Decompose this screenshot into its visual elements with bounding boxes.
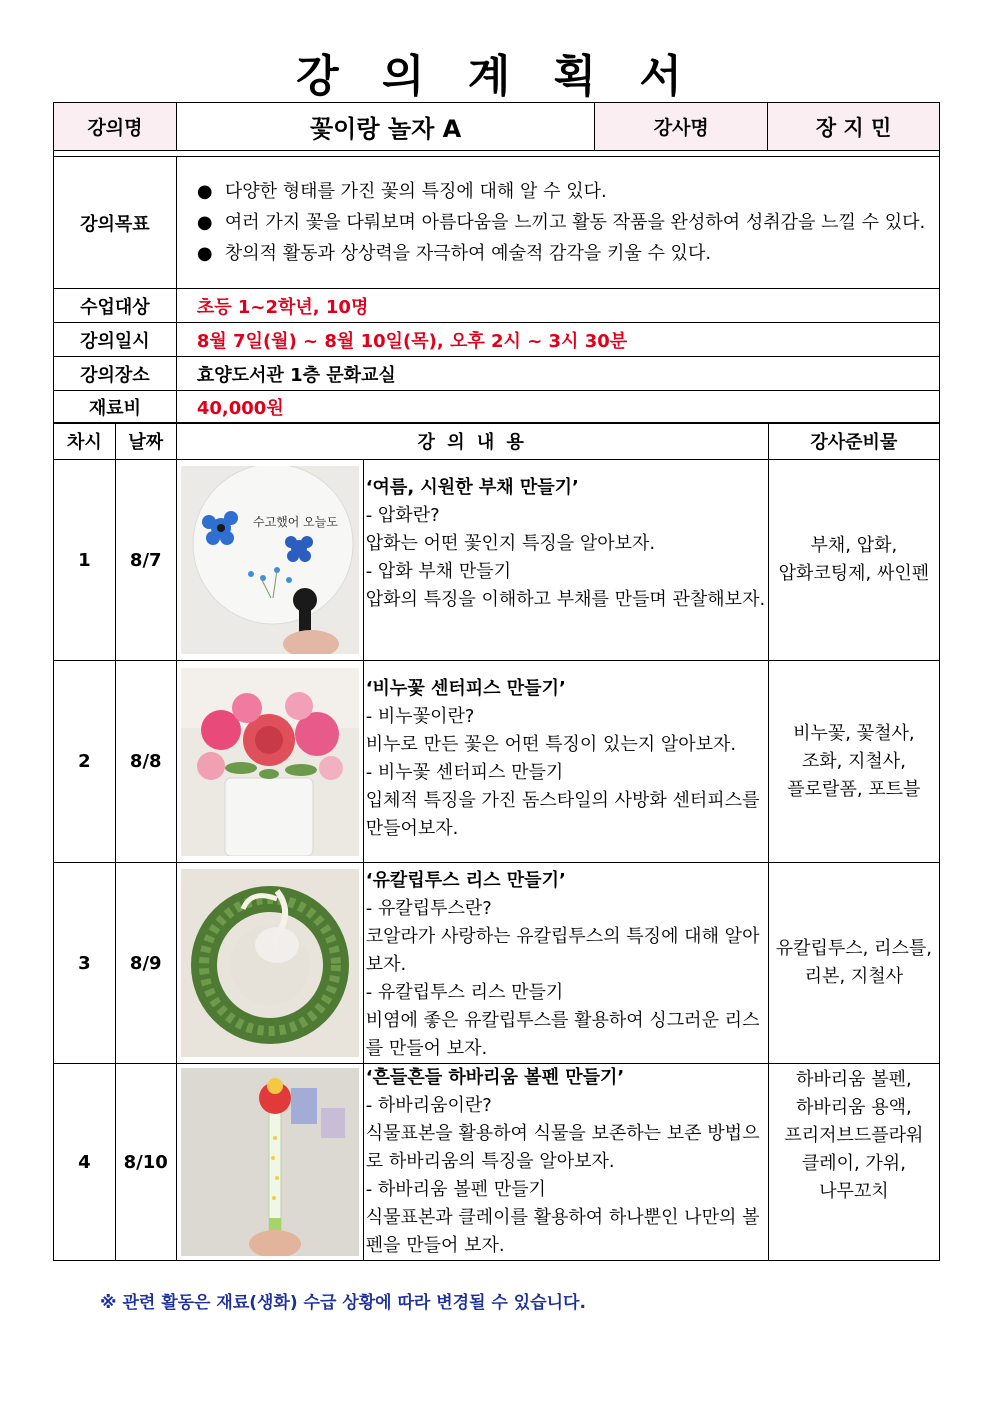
col-date: 날짜	[115, 423, 176, 460]
session-heading: ‘유칼립투스 리스 만들기’	[365, 870, 566, 891]
table-row	[54, 863, 940, 1064]
footnote: ※ 관련 활동은 재료(생화) 수급 상황에 따라 변경될 수 있습니다.	[100, 1293, 586, 1313]
session-content: ‘유칼립투스 리스 만들기’ - 유칼립투스란? 코알라가 사랑하는 유칼립투스의 특징에 대해 알아보자. - 유칼립투스 리스 만들기 비염에 좋은 유칼립투스를 활용하여 싱그러운 리스를 만들어 보자.	[363, 863, 768, 1064]
bullet-icon: ●	[196, 181, 213, 202]
session-prep: 비누꽃, 꽃철사, 조화, 지철사, 플로랄폼, 포트블	[768, 661, 939, 863]
soap-flower-centerpiece-image	[181, 668, 359, 856]
session-number: 4	[54, 1064, 116, 1261]
session-prep: 부채, 압화, 압화코팅제, 싸인펜	[768, 460, 939, 661]
page-title: 강 의 계 획 서	[296, 51, 696, 102]
course-name: 꽃이랑 놀자 A	[176, 103, 595, 151]
session-date: 8/10	[115, 1064, 176, 1261]
herbarium-pen-image	[181, 1068, 359, 1256]
target-value: 초등 1~2학년, 10명	[176, 289, 939, 323]
session-date: 8/8	[115, 661, 176, 863]
course-name-label: 강의명	[54, 103, 177, 151]
goals-label: 강의목표	[54, 157, 177, 289]
goal-item: ● 창의적 활동과 상상력을 자극하여 예술적 감각을 키울 수 있다.	[197, 238, 931, 269]
fee-value: 40,000원	[176, 391, 939, 424]
session-content: ‘여름, 시원한 부채 만들기’ - 압화란? 압화는 어떤 꽃인지 특징을 알아보자. - 압화 부채 만들기 압화의 특징을 이해하고 부채를 만들며 관찰해보자.	[363, 460, 768, 661]
session-heading: ‘여름, 시원한 부채 만들기’	[365, 477, 579, 498]
table-row	[54, 1064, 940, 1261]
session-content: ‘흔들흔들 하바리움 볼펜 만들기’ - 하바리움이란? 식물표본을 활용하여 식물을 보존하는 보존 방법으로 하바리움의 특징을 알아보자. - 하바리움 볼펜 만들기 식물표본과 클레이를 활용하여 하나뿐인 나만의 볼펜을 만들어 보자.	[363, 1064, 768, 1261]
session-date: 8/7	[115, 460, 176, 661]
instructor-name: 장 지 민	[768, 103, 940, 151]
session-heading: ‘비누꽃 센터피스 만들기’	[365, 678, 566, 699]
schedule-table	[53, 422, 940, 1261]
session-heading: ‘흔들흔들 하바리움 볼펜 만들기’	[365, 1067, 625, 1088]
instructor-label: 강사명	[595, 103, 768, 151]
session-content: ‘비누꽃 센터피스 만들기’ - 비누꽃이란? 비누로 만든 꽃은 어떤 특징이 있는지 알아보자. - 비누꽃 센터피스 만들기 입체적 특징을 가진 돔스타일의 사방화 센터피스를 만들어보자.	[363, 661, 768, 863]
pen-photo	[176, 1064, 363, 1261]
goal-item: ● 다양한 형태를 가진 꽃의 특징에 대해 알 수 있다.	[197, 176, 931, 207]
wreath-photo	[176, 863, 363, 1064]
target-label: 수업대상	[54, 289, 177, 323]
datetime-label: 강의일시	[54, 323, 177, 357]
place-label: 강의장소	[54, 357, 177, 391]
session-prep: 하바리움 볼펜, 하바리움 용액, 프리저브드플라워 클레이, 가위, 나무꼬치	[768, 1064, 939, 1261]
session-number: 3	[54, 863, 116, 1064]
fee-label: 재료비	[54, 391, 177, 424]
col-content: 강 의 내 용	[176, 423, 768, 460]
session-number: 1	[54, 460, 116, 661]
table-row	[54, 661, 940, 863]
place-value: 효양도서관 1층 문화교실	[176, 357, 939, 391]
datetime-value: 8월 7일(월) ~ 8월 10일(목), 오후 2시 ~ 3시 30분	[176, 323, 939, 357]
col-prep: 강사준비물	[768, 423, 939, 460]
goals-list	[176, 157, 939, 289]
goal-item: ● 여러 가지 꽃을 다뤄보며 아름다움을 느끼고 활동 작품을 완성하여 성취감을 느낄 수 있다.	[197, 207, 931, 238]
fan-text: 수고했어 오늘도	[252, 515, 338, 529]
session-date: 8/9	[115, 863, 176, 1064]
bullet-icon: ●	[196, 243, 213, 264]
course-info-table	[53, 102, 940, 424]
table-row	[54, 460, 940, 661]
session-prep: 유칼립투스, 리스틀, 리본, 지철사	[768, 863, 939, 1064]
pressed-flower-fan-image	[181, 466, 359, 654]
eucalyptus-wreath-image	[181, 869, 359, 1057]
bullet-icon: ●	[196, 212, 213, 233]
fan-photo	[176, 460, 363, 661]
col-session: 차시	[54, 423, 116, 460]
centerpiece-photo	[176, 661, 363, 863]
session-number: 2	[54, 661, 116, 863]
